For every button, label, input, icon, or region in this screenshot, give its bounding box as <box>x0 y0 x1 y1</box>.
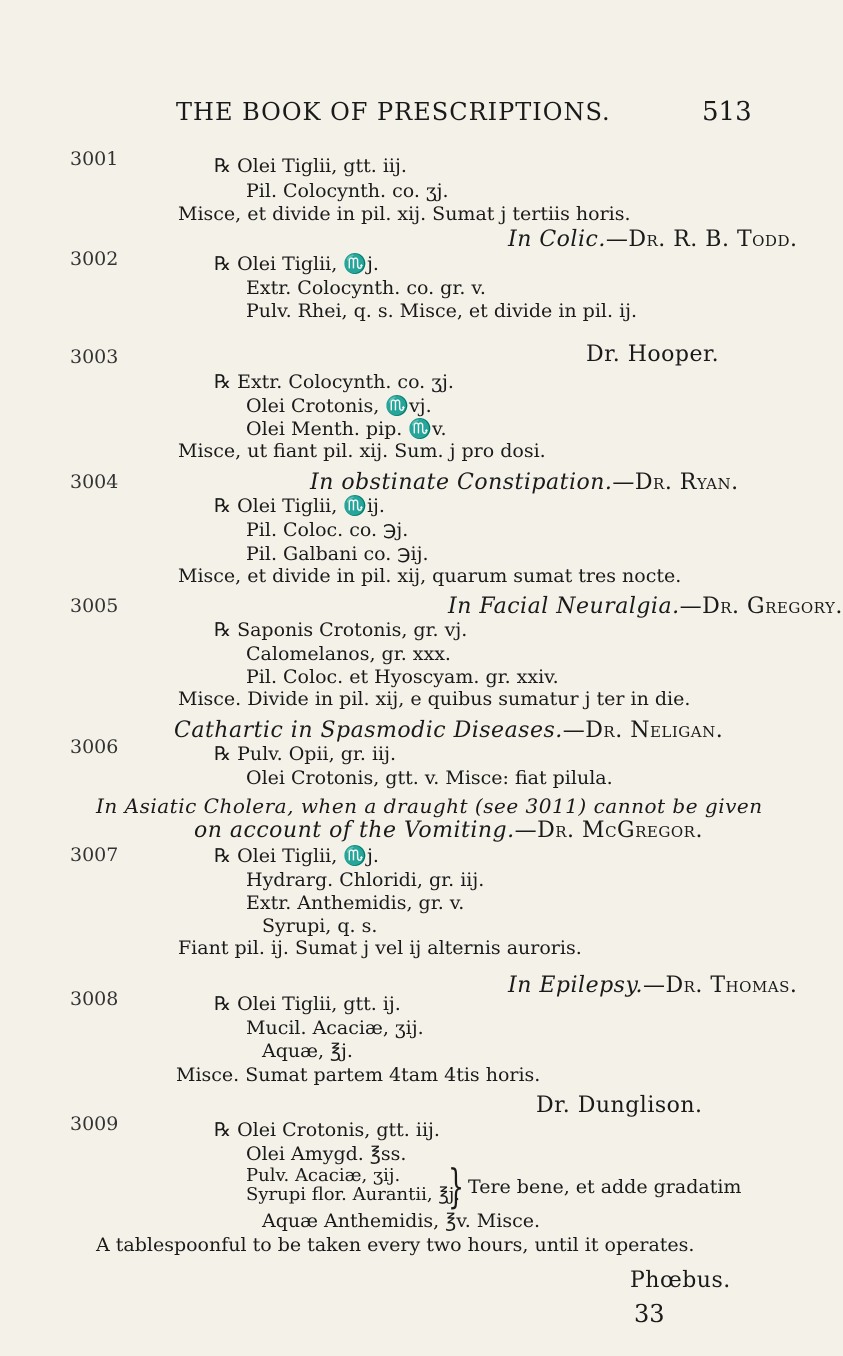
recipe-line: Calomelanos, gr. xxx. <box>246 643 451 665</box>
recipe-line: ℞ Olei Tiglii, gtt. iij. <box>214 155 407 177</box>
heading-with-author <box>448 596 843 618</box>
recipe-number: 3004 <box>70 471 119 493</box>
recipe-line: ℞ Olei Tiglii, ♏j. <box>214 253 379 275</box>
recipe-line: Mucil. Acaciæ, ʒij. <box>246 1017 424 1039</box>
condition-heading: In Colic. <box>508 227 606 252</box>
recipe-line: ℞ Olei Tiglii, ♏ij. <box>214 495 385 517</box>
condition-heading: In obstinate Constipation. <box>310 470 613 495</box>
recipe-number: 3009 <box>70 1113 119 1135</box>
recipe-line: ℞ Pulv. Opii, gr. iij. <box>214 743 397 765</box>
condition-heading: In Asiatic Cholera, when a draught (see 3011) cannot be given <box>96 794 763 818</box>
recipe-line: Olei Amygd. ℥ss. <box>246 1143 407 1165</box>
recipe-number: 3005 <box>70 595 119 617</box>
recipe-line: A tablespoonful to be taken every two hours, until it operates. <box>96 1234 695 1256</box>
recipe-line: Pulv. Rhei, q. s. Misce, et divide in pil. ij. <box>246 300 638 322</box>
recipe-line: Olei Crotonis, ♏vj. <box>246 395 432 417</box>
recipe-line: Extr. Colocynth. co. gr. v. <box>246 277 486 299</box>
recipe-line: Misce, ut fiant pil. xij. Sum. j pro dosi. <box>178 440 546 462</box>
condition-heading: In Epilepsy. <box>508 973 643 998</box>
author: Phœbus. <box>630 1268 731 1293</box>
condition-heading: Cathartic in Spasmodic Diseases. <box>174 718 563 743</box>
recipe-line: Aquæ Anthemidis, ℥v. Misce. <box>262 1210 540 1232</box>
author: —Dr. McGregor. <box>514 818 703 843</box>
recipe-line: Pil. Coloc. et Hyoscyam. gr. xxiv. <box>246 666 559 688</box>
recipe-line: Syrupi, q. s. <box>262 915 378 937</box>
author: —Dr. Neligan. <box>562 718 724 743</box>
heading-with-author <box>194 820 703 842</box>
signature-mark: 33 <box>634 1300 665 1328</box>
brace: } <box>448 1159 465 1213</box>
recipe-line: Misce, et divide in pil. xij. Sumat j tertiis horis. <box>178 203 631 225</box>
recipe-line: Olei Crotonis, gtt. v. Misce: fiat pilula. <box>246 767 613 789</box>
author: —Dr. Ryan. <box>612 470 739 495</box>
author: —Dr. Thomas. <box>642 973 798 998</box>
author: —Dr. Gregory. <box>679 594 843 619</box>
recipe-line: ℞ Extr. Colocynth. co. ʒj. <box>214 371 454 393</box>
recipe-number: 3001 <box>70 148 119 170</box>
recipe-number: 3002 <box>70 248 119 270</box>
recipe-number: 3008 <box>70 988 119 1010</box>
recipe-line: Aquæ, ℥j. <box>262 1040 353 1062</box>
recipe-line: ℞ Olei Crotonis, gtt. iij. <box>214 1119 440 1141</box>
recipe-line: Hydrarg. Chloridi, gr. iij. <box>246 869 485 891</box>
recipe-number: 3006 <box>70 736 119 758</box>
recipe-line: Tere bene, et adde gradatim <box>468 1176 742 1198</box>
recipe-line: ℞ Olei Tiglii, ♏j. <box>214 845 379 867</box>
recipe-line: Misce, et divide in pil. xij, quarum sumat tres nocte. <box>178 565 682 587</box>
heading-with-author <box>508 975 797 997</box>
recipe-number: 3007 <box>70 844 119 866</box>
recipe-line: Fiant pil. ij. Sumat j vel ij alternis auroris. <box>178 937 582 959</box>
recipe-line: Extr. Anthemidis, gr. v. <box>246 892 465 914</box>
recipe-number: 3003 <box>70 346 119 368</box>
recipe-line: Syrupi flor. Aurantii, ℥j. <box>246 1184 461 1205</box>
recipe-line: Olei Menth. pip. ♏v. <box>246 418 447 440</box>
recipe-line: Pil. Colocynth. co. ʒj. <box>246 180 449 202</box>
heading-with-author <box>174 720 723 742</box>
recipe-line: Misce. Sumat partem 4tam 4tis horis. <box>176 1064 541 1086</box>
author: —Dr. R. B. Todd. <box>605 227 798 252</box>
author: Dr. Hooper. <box>586 342 720 367</box>
running-head: THE BOOK OF PRESCRIPTIONS. <box>176 98 611 126</box>
page-number: 513 <box>702 97 752 127</box>
heading-with-author <box>508 229 797 251</box>
heading-with-author <box>310 472 739 494</box>
recipe-line: ℞ Saponis Crotonis, gr. vj. <box>214 619 468 641</box>
recipe-line: ℞ Olei Tiglii, gtt. ij. <box>214 993 401 1015</box>
recipe-line: Pil. Coloc. co. ℈j. <box>246 519 409 541</box>
author: Dr. Dunglison. <box>536 1093 703 1118</box>
recipe-line: Pil. Galbani co. ℈ij. <box>246 543 429 565</box>
recipe-line: Misce. Divide in pil. xij, e quibus sumatur j ter in die. <box>178 688 691 710</box>
recipe-line: Pulv. Acaciæ, ʒij. <box>246 1165 401 1186</box>
condition-heading: on account of the Vomiting. <box>194 818 515 843</box>
condition-heading: In Facial Neuralgia. <box>448 594 680 619</box>
